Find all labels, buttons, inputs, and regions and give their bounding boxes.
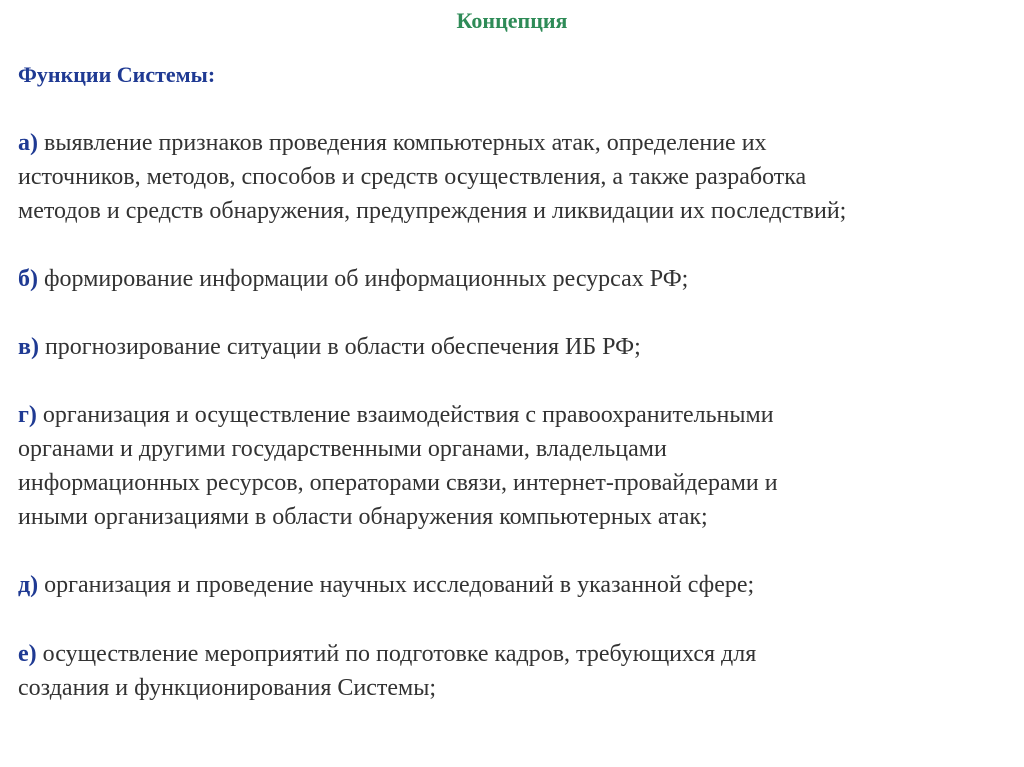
item-text-line: выявление признаков проведения компьютерных атак, определение их — [44, 130, 767, 156]
item-text-line: источников, методов, способов и средств осуществления, а также разработка — [18, 164, 807, 190]
item-letter: в) — [18, 334, 39, 360]
item-text-line: иными организациями в области обнаружения компьютерных атак; — [18, 504, 708, 530]
list-item-a — [18, 126, 1010, 228]
item-text-line: информационных ресурсов, операторами связи, интернет-провайдерами и — [18, 470, 778, 496]
item-letter: а) — [18, 130, 38, 156]
item-text-line: осуществление мероприятий по подготовке кадров, требующихся для — [42, 641, 757, 667]
item-letter: д) — [18, 572, 39, 598]
list-item-e — [18, 637, 1010, 705]
item-text-line: прогнозирование ситуации в области обеспечения ИБ РФ; — [44, 334, 641, 360]
list-item-g — [18, 398, 1010, 534]
item-text-line: формирование информации об информационных ресурсах РФ; — [44, 266, 689, 292]
section-subtitle: Функции Системы: — [18, 62, 216, 87]
item-text-line: создания и функционирования Системы; — [18, 675, 436, 701]
item-text-line: организация и проведение научных исследований в указанной сфере; — [44, 572, 755, 598]
list-item-b — [18, 262, 1010, 296]
item-text-line: методов и средств обнаружения, предупреждения и ликвидации их последствий; — [18, 198, 847, 224]
item-text-line: организация и осуществление взаимодействия с правоохранительными — [42, 402, 774, 428]
item-letter: г) — [18, 402, 37, 428]
item-letter: б) — [18, 266, 38, 292]
list-item-v — [18, 330, 1010, 364]
page-title: Концепция — [456, 8, 568, 33]
item-letter: е) — [18, 641, 37, 667]
list-item-d — [18, 568, 1010, 602]
item-text-line: органами и другими государственными органами, владельцами — [18, 436, 667, 462]
